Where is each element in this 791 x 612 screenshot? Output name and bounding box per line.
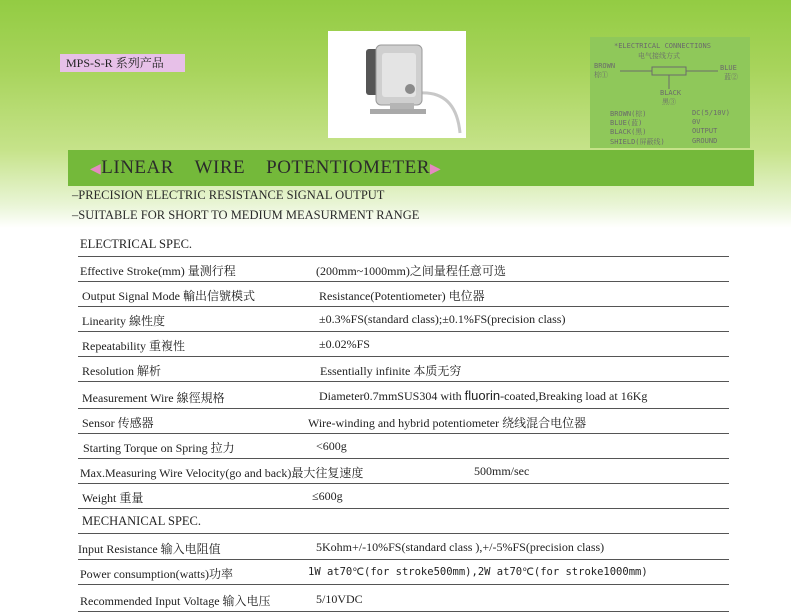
wire-blue-name: BLUE(蓝) (610, 119, 643, 127)
spec-value: Wire-winding and hybrid potentiometer 绕线混合电位器 (308, 416, 587, 430)
resistor-symbol (620, 65, 718, 89)
spec-label: Recommended Input Voltage 输入电压 (80, 594, 271, 608)
blue-label: BLUE (720, 64, 737, 72)
table-row (78, 434, 729, 459)
electrical-heading: ELECTRICAL SPEC. (80, 237, 193, 251)
spec-value: (200mm~1000mm)之间量程任意可选 (316, 264, 506, 278)
spec-label: Starting Torque on Spring 拉力 (83, 441, 235, 455)
wire-shield-name: SHIELD(屏蔽线) (610, 138, 665, 146)
spec-label: Sensor 传感器 (82, 416, 154, 430)
table-row (78, 484, 729, 509)
spec-value: ±0.02%FS (319, 337, 370, 351)
spec-table (78, 236, 729, 612)
wire-brown-name: BROWN(棕) (610, 110, 647, 118)
brown-label: BROWN (594, 62, 616, 70)
wire-brown-value: DC(5/10V) (692, 109, 730, 117)
electrical-heading-row (78, 236, 729, 257)
table-row (78, 357, 729, 382)
spec-value: 5Kohm+/-10%FS(standard class ),+/-5%FS(precision class) (316, 540, 605, 554)
wire-potentiometer-image (328, 31, 466, 138)
feature-line-1: –PRECISION ELECTRIC RESISTANCE SIGNAL OUTPUT (72, 188, 385, 202)
spec-label: Measurement Wire 線徑規格 (82, 391, 225, 405)
spec-value: 500mm/sec (474, 464, 530, 478)
diagram-title: *ELECTRICAL CONNECTIONS (614, 42, 711, 50)
table-row (78, 332, 729, 357)
feature-line-2: –SUITABLE FOR SHORT TO MEDIUM MEASURMENT RANGE (72, 208, 420, 222)
right-arrow-icon: ▶ (429, 162, 442, 177)
table-row (78, 534, 729, 560)
spec-value: Essentially infinite 本质无穷 (320, 364, 462, 378)
spec-label: Max.Measuring Wire Velocity(go and back)最大往复速度 (80, 466, 364, 480)
spec-label: Resolution 解析 (82, 364, 162, 378)
table-row (78, 257, 729, 282)
product-photo (328, 31, 466, 138)
wire-black-value: OUTPUT (692, 127, 718, 135)
mechanical-heading: MECHANICAL SPEC. (82, 514, 201, 528)
table-row (78, 409, 729, 434)
diagram-subtitle: 电气接线方式 (638, 52, 680, 60)
table-row (78, 585, 729, 612)
wire-black-name: BLACK(黑) (610, 128, 647, 136)
table-row (78, 560, 729, 585)
spec-value: 1W at70℃(for stroke500mm),2W at70℃(for stroke1000mm) (308, 566, 648, 578)
electrical-connections-diagram (590, 37, 750, 148)
spec-label: Repeatability 重複性 (82, 339, 185, 353)
black-label-zh: 黑③ (662, 98, 676, 106)
wire-shield-value: GROUND (692, 137, 718, 145)
blue-label-zh: 蓝② (724, 73, 738, 81)
spec-value: ±0.3%FS(standard class);±0.1%FS(precision class) (319, 312, 566, 326)
series-tag: MPS-S-R 系列产品 (60, 54, 185, 72)
brown-label-zh: 棕① (594, 71, 608, 79)
table-row (78, 307, 729, 332)
spec-value: ≤600g (312, 489, 343, 503)
table-row (78, 459, 729, 484)
spec-value: Resistance(Potentiometer) 电位器 (319, 289, 485, 303)
table-row (78, 382, 729, 409)
spec-label: Power consumption(watts)功率 (80, 567, 233, 581)
table-row (78, 282, 729, 307)
black-label: BLACK (660, 89, 682, 97)
spec-label: Output Signal Mode 輸出信號模式 (82, 289, 255, 303)
spec-label: Weight 重量 (82, 491, 144, 505)
spec-label: Effective Stroke(mm) 量测行程 (80, 264, 236, 278)
banner-title-text: LINEAR WIRE POTENTIOMETER (101, 157, 430, 178)
banner-title (90, 157, 441, 179)
spec-value: <600g (316, 439, 347, 453)
left-arrow-icon: ◀ (90, 162, 102, 177)
spec-label: Linearity 線性度 (82, 314, 165, 328)
wire-blue-value: 0V (692, 118, 701, 126)
spec-value: Diameter0.7mmSUS304 with fluorin-coated,Breaking load at 16Kg (319, 388, 648, 403)
spec-label: Input Resistance 输入电阻值 (78, 542, 221, 556)
mechanical-heading-row (78, 509, 729, 534)
spec-value: 5/10VDC (316, 592, 363, 606)
